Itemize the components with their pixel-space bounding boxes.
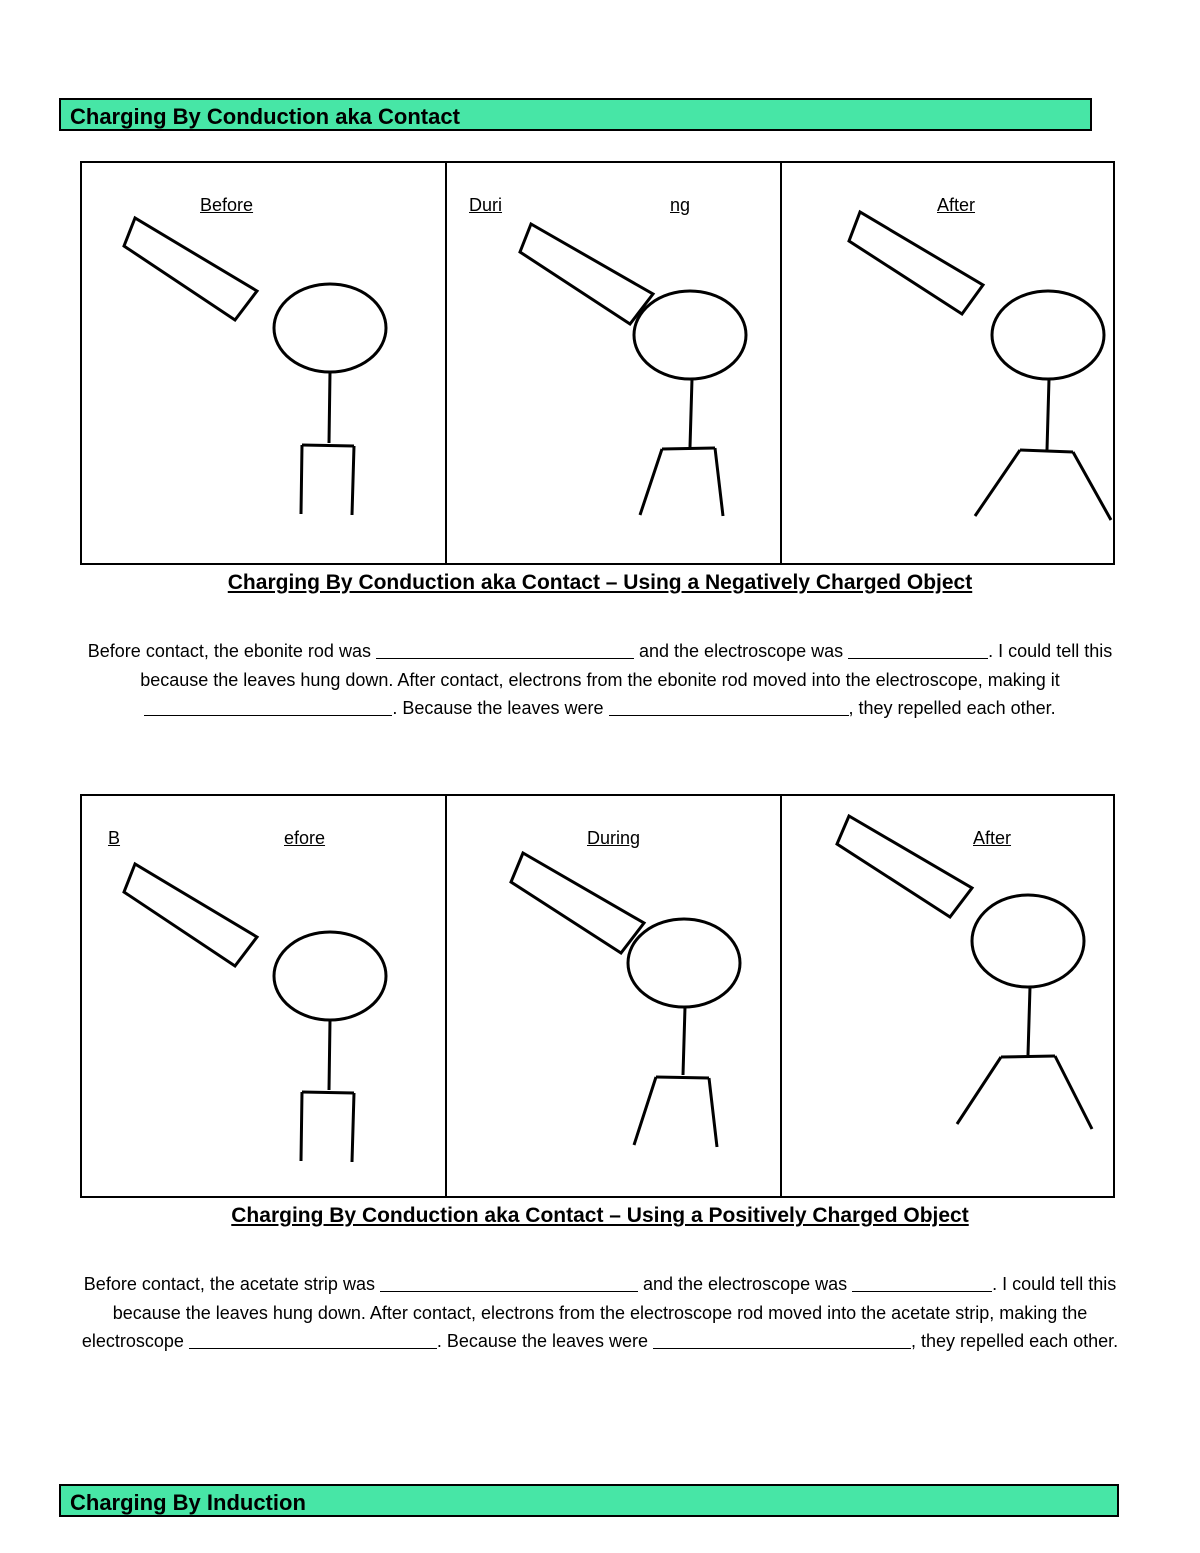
electroscope-leaves bbox=[957, 1056, 1092, 1129]
answer-blank[interactable] bbox=[189, 1330, 437, 1349]
electroscope-ball bbox=[274, 284, 386, 372]
electroscope-stem bbox=[302, 372, 354, 446]
panel-label: Duri bbox=[469, 195, 503, 215]
panel-after bbox=[780, 796, 1117, 1196]
panel-during bbox=[445, 163, 782, 563]
panel-label: After bbox=[937, 195, 976, 215]
answer-blank[interactable] bbox=[848, 640, 988, 659]
electroscope-ball bbox=[992, 291, 1104, 379]
panel-label: Before bbox=[200, 195, 254, 215]
electroscope-diagram bbox=[447, 796, 782, 1196]
rod-shape bbox=[511, 853, 644, 953]
panel-label: After bbox=[973, 828, 1012, 848]
electroscope-leaves bbox=[301, 1092, 354, 1162]
rod-shape bbox=[837, 816, 972, 917]
rod-shape bbox=[520, 224, 653, 324]
electroscope-diagram bbox=[782, 163, 1117, 563]
answer-blank[interactable] bbox=[653, 1330, 911, 1349]
fill-in-paragraph-positive: Before contact, the acetate strip was and the electroscope was . I could tell this because the leaves hung down. After contact, electrons from the electroscope rod moved into the acetate strip, making the electroscope . Because the leaves were , they repelled each other. bbox=[81, 1274, 1119, 1351]
panel-label: ng bbox=[670, 195, 691, 215]
panel-before bbox=[82, 163, 445, 563]
electroscope-diagram bbox=[782, 796, 1117, 1196]
electroscope-leaves bbox=[975, 450, 1111, 520]
answer-blank[interactable] bbox=[376, 640, 634, 659]
section-banner-induction bbox=[59, 1484, 1119, 1517]
answer-blank[interactable] bbox=[609, 697, 849, 716]
electroscope-stem bbox=[656, 1007, 709, 1078]
electroscope-leaves bbox=[640, 448, 723, 516]
rod-shape bbox=[124, 864, 257, 966]
electroscope-ball bbox=[274, 932, 386, 1020]
diagram-row-negative bbox=[80, 161, 1115, 565]
electroscope-diagram bbox=[447, 163, 782, 563]
electroscope-ball bbox=[972, 895, 1084, 987]
electroscope-ball bbox=[634, 291, 746, 379]
section-title: Charging By Conduction aka Contact bbox=[70, 104, 460, 129]
panel-label: efore bbox=[284, 828, 326, 848]
rod-shape bbox=[849, 212, 983, 314]
electroscope-stem bbox=[302, 1020, 354, 1093]
electroscope-stem bbox=[662, 379, 715, 449]
electroscope-stem bbox=[1001, 987, 1055, 1057]
panel-after bbox=[780, 163, 1117, 563]
section-caption: Charging By Conduction aka Contact – Using a Positively Charged Object bbox=[231, 1204, 969, 1227]
fill-in-paragraph-negative: Before contact, the ebonite rod was and the electroscope was . I could tell this because the leaves hung down. After contact, electrons from the ebonite rod moved into the electroscope, making it . Because the leaves were , they repelled each other. bbox=[87, 641, 1113, 718]
section-banner-conduction bbox=[59, 98, 1092, 131]
section-title: Charging By Induction bbox=[70, 1490, 306, 1515]
answer-blank[interactable] bbox=[380, 1273, 638, 1292]
panel-during bbox=[445, 796, 782, 1196]
electroscope-stem bbox=[1020, 379, 1073, 452]
electroscope-diagram bbox=[82, 796, 445, 1196]
electroscope-ball bbox=[628, 919, 740, 1007]
panel-label: B bbox=[108, 828, 121, 848]
answer-blank[interactable] bbox=[144, 697, 392, 716]
section-caption: Charging By Conduction aka Contact – Using a Negatively Charged Object bbox=[227, 571, 973, 594]
rod-shape bbox=[124, 218, 257, 320]
electroscope-leaves bbox=[634, 1077, 717, 1147]
electroscope-leaves bbox=[301, 445, 354, 515]
diagram-row-positive bbox=[80, 794, 1115, 1198]
panel-before bbox=[82, 796, 445, 1196]
electroscope-diagram bbox=[82, 163, 445, 563]
answer-blank[interactable] bbox=[852, 1273, 992, 1292]
panel-label: During bbox=[587, 828, 641, 848]
